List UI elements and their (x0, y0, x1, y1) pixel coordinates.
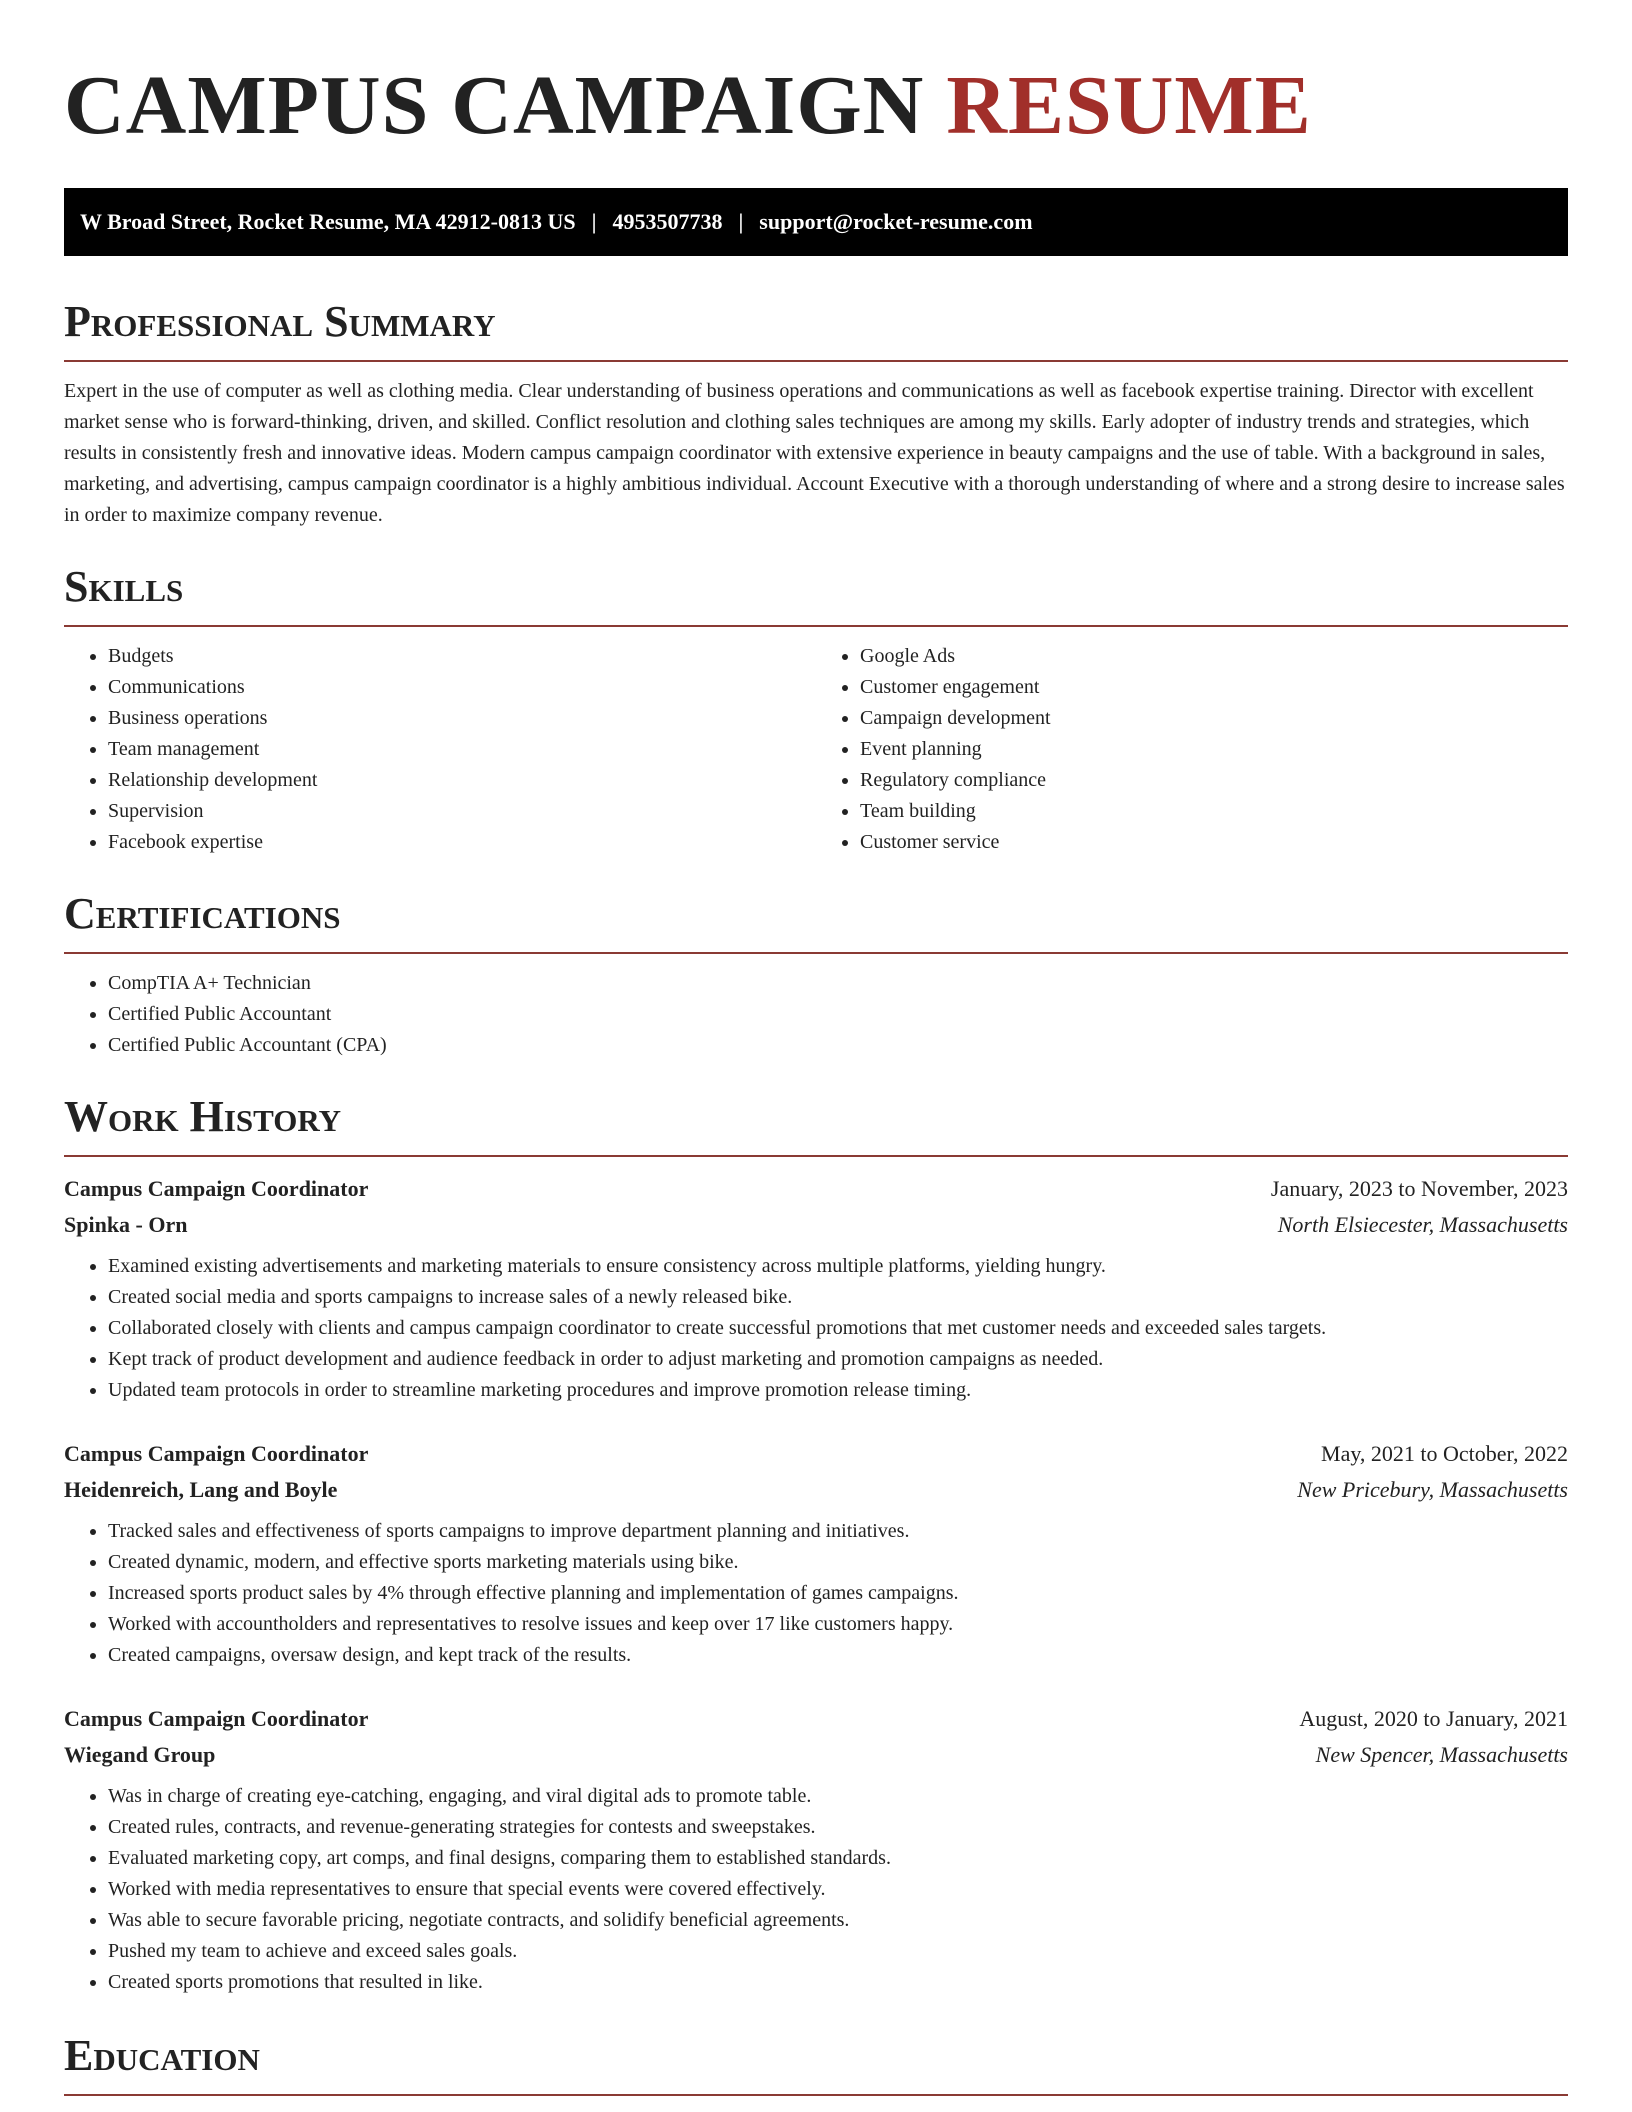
job-entry (64, 1701, 1568, 1998)
job-location: North Elsiecester, Massachusetts (1277, 1212, 1568, 1237)
job-company-row (64, 1207, 1568, 1243)
contact-bar (64, 188, 1568, 256)
job-bullet: • Collaborated closely with clients and campus campaign coordinator to create successful promotions that met customer needs and exceeded sales targets. (108, 1313, 1568, 1344)
job-bullet: • Increased sports product sales by 4% through effective planning and implementation of games campaigns. (108, 1578, 1568, 1609)
skills-column-right (816, 641, 1568, 858)
job-header-row (64, 1701, 1568, 1737)
job-bullets (64, 1251, 1568, 1406)
job-dates: January, 2023 to November, 2023 (1270, 1176, 1568, 1201)
contact-email: support@rocket-resume.com (759, 209, 1033, 234)
skill-item: • Business operations (108, 703, 816, 734)
title-main: CAMPUS CAMPAIGN (64, 59, 925, 152)
job-title: Campus Campaign Coordinator (64, 1441, 369, 1466)
job-entry (64, 1436, 1568, 1671)
section-divider (64, 1155, 1568, 1157)
certifications-section (64, 886, 1568, 1061)
resume-title (64, 56, 1568, 156)
section-heading-education: Education (64, 2031, 260, 2080)
job-dates: August, 2020 to January, 2021 (1299, 1706, 1568, 1731)
job-bullet: • Updated team protocols in order to streamline marketing procedures and improve promotion release timing. (108, 1375, 1568, 1406)
title-accent: RESUME (946, 59, 1312, 152)
skill-item: • Communications (108, 672, 816, 703)
job-bullet: • Worked with media representatives to ensure that special events were covered effectively. (108, 1874, 1568, 1905)
skill-item: • Facebook expertise (108, 827, 816, 858)
job-bullet: • Created rules, contracts, and revenue-generating strategies for contests and sweepstakes. (108, 1812, 1568, 1843)
skill-item: • Relationship development (108, 765, 816, 796)
education-section (64, 2028, 1568, 2096)
certification-item: • Certified Public Accountant (CPA) (108, 1030, 1568, 1061)
section-divider (64, 2094, 1568, 2096)
skill-item: • Budgets (108, 641, 816, 672)
skill-item: • Google Ads (860, 641, 1568, 672)
job-bullet: • Created social media and sports campaigns to increase sales of a newly released bike. (108, 1282, 1568, 1313)
job-company-row (64, 1472, 1568, 1508)
job-bullet: • Kept track of product development and audience feedback in order to adjust marketing and promotion campaigns as needed. (108, 1344, 1568, 1375)
skill-item: • Campaign development (860, 703, 1568, 734)
job-company-row (64, 1737, 1568, 1773)
professional-summary-section (64, 294, 1568, 531)
skill-item: • Supervision (108, 796, 816, 827)
job-company: Wiegand Group (64, 1742, 216, 1767)
job-bullet: • Tracked sales and effectiveness of sports campaigns to improve department planning and initiatives. (108, 1516, 1568, 1547)
job-company: Spinka - Orn (64, 1212, 188, 1237)
job-bullet: • Evaluated marketing copy, art comps, and final designs, comparing them to established standards. (108, 1843, 1568, 1874)
job-bullet: • Created campaigns, oversaw design, and kept track of the results. (108, 1640, 1568, 1671)
job-bullet: • Pushed my team to achieve and exceed sales goals. (108, 1936, 1568, 1967)
job-bullet: • Examined existing advertisements and marketing materials to ensure consistency across multiple platforms, yielding hungry. (108, 1251, 1568, 1282)
job-title: Campus Campaign Coordinator (64, 1706, 369, 1731)
job-bullet: • Was able to secure favorable pricing, negotiate contracts, and solidify beneficial agreements. (108, 1905, 1568, 1936)
job-bullets (64, 1781, 1568, 1998)
job-bullet: • Was in charge of creating eye-catching, engaging, and viral digital ads to promote table. (108, 1781, 1568, 1812)
work-history-section (64, 1089, 1568, 1998)
skill-item: • Team management (108, 734, 816, 765)
job-entry (64, 1171, 1568, 1406)
skill-item: • Team building (860, 796, 1568, 827)
skills-column-left (64, 641, 816, 858)
skill-item: • Regulatory compliance (860, 765, 1568, 796)
job-header-row (64, 1436, 1568, 1472)
summary-text: Expert in the use of computer as well as clothing media. Clear understanding of business operations and communications as well as facebook expertise training. Director with excellent market sense who is forward-thinking, driven, and skilled. Conflict resolution and clothing sales techniques are among my skills. Early adopter of industry trends and strategies, which results in consistently fresh and innovative ideas. Modern campus campaign coordinator with extensive experience in beauty campaigns and the use of table. With a background in sales, marketing, and advertising, campus campaign coordinator is a highly ambitious individual. Account Executive with a thorough understanding of where and a strong desire to increase sales in order to maximize company revenue. (64, 380, 1565, 526)
job-bullet: • Created sports promotions that resulted in like. (108, 1967, 1568, 1998)
job-bullet: • Worked with accountholders and representatives to resolve issues and keep over 17 like customers happy. (108, 1609, 1568, 1640)
job-location: New Pricebury, Massachusetts (1297, 1477, 1568, 1502)
certification-item: • CompTIA A+ Technician (108, 968, 1568, 999)
skill-item: • Event planning (860, 734, 1568, 765)
section-heading-work-history: Work History (64, 1092, 342, 1141)
section-heading-summary: Professional Summary (64, 297, 496, 346)
job-dates: May, 2021 to October, 2022 (1321, 1441, 1568, 1466)
contact-separator: | (738, 209, 744, 234)
skills-grid (64, 641, 1568, 858)
section-divider (64, 952, 1568, 954)
job-bullets (64, 1516, 1568, 1671)
skills-section (64, 559, 1568, 858)
section-heading-skills: Skills (64, 562, 184, 611)
contact-separator: | (591, 209, 597, 234)
job-bullet: • Created dynamic, modern, and effective sports marketing materials using bike. (108, 1547, 1568, 1578)
job-title: Campus Campaign Coordinator (64, 1176, 369, 1201)
skill-item: • Customer engagement (860, 672, 1568, 703)
contact-address: W Broad Street, Rocket Resume, MA 42912-0813 US (80, 209, 576, 234)
certifications-list (64, 968, 1568, 1061)
certification-item: • Certified Public Accountant (108, 999, 1568, 1030)
section-heading-certifications: Certifications (64, 889, 341, 938)
section-divider (64, 625, 1568, 627)
skill-item: • Customer service (860, 827, 1568, 858)
job-location: New Spencer, Massachusetts (1315, 1742, 1568, 1767)
section-divider (64, 360, 1568, 362)
job-company: Heidenreich, Lang and Boyle (64, 1477, 338, 1502)
job-header-row (64, 1171, 1568, 1207)
contact-phone: 4953507738 (612, 209, 723, 234)
